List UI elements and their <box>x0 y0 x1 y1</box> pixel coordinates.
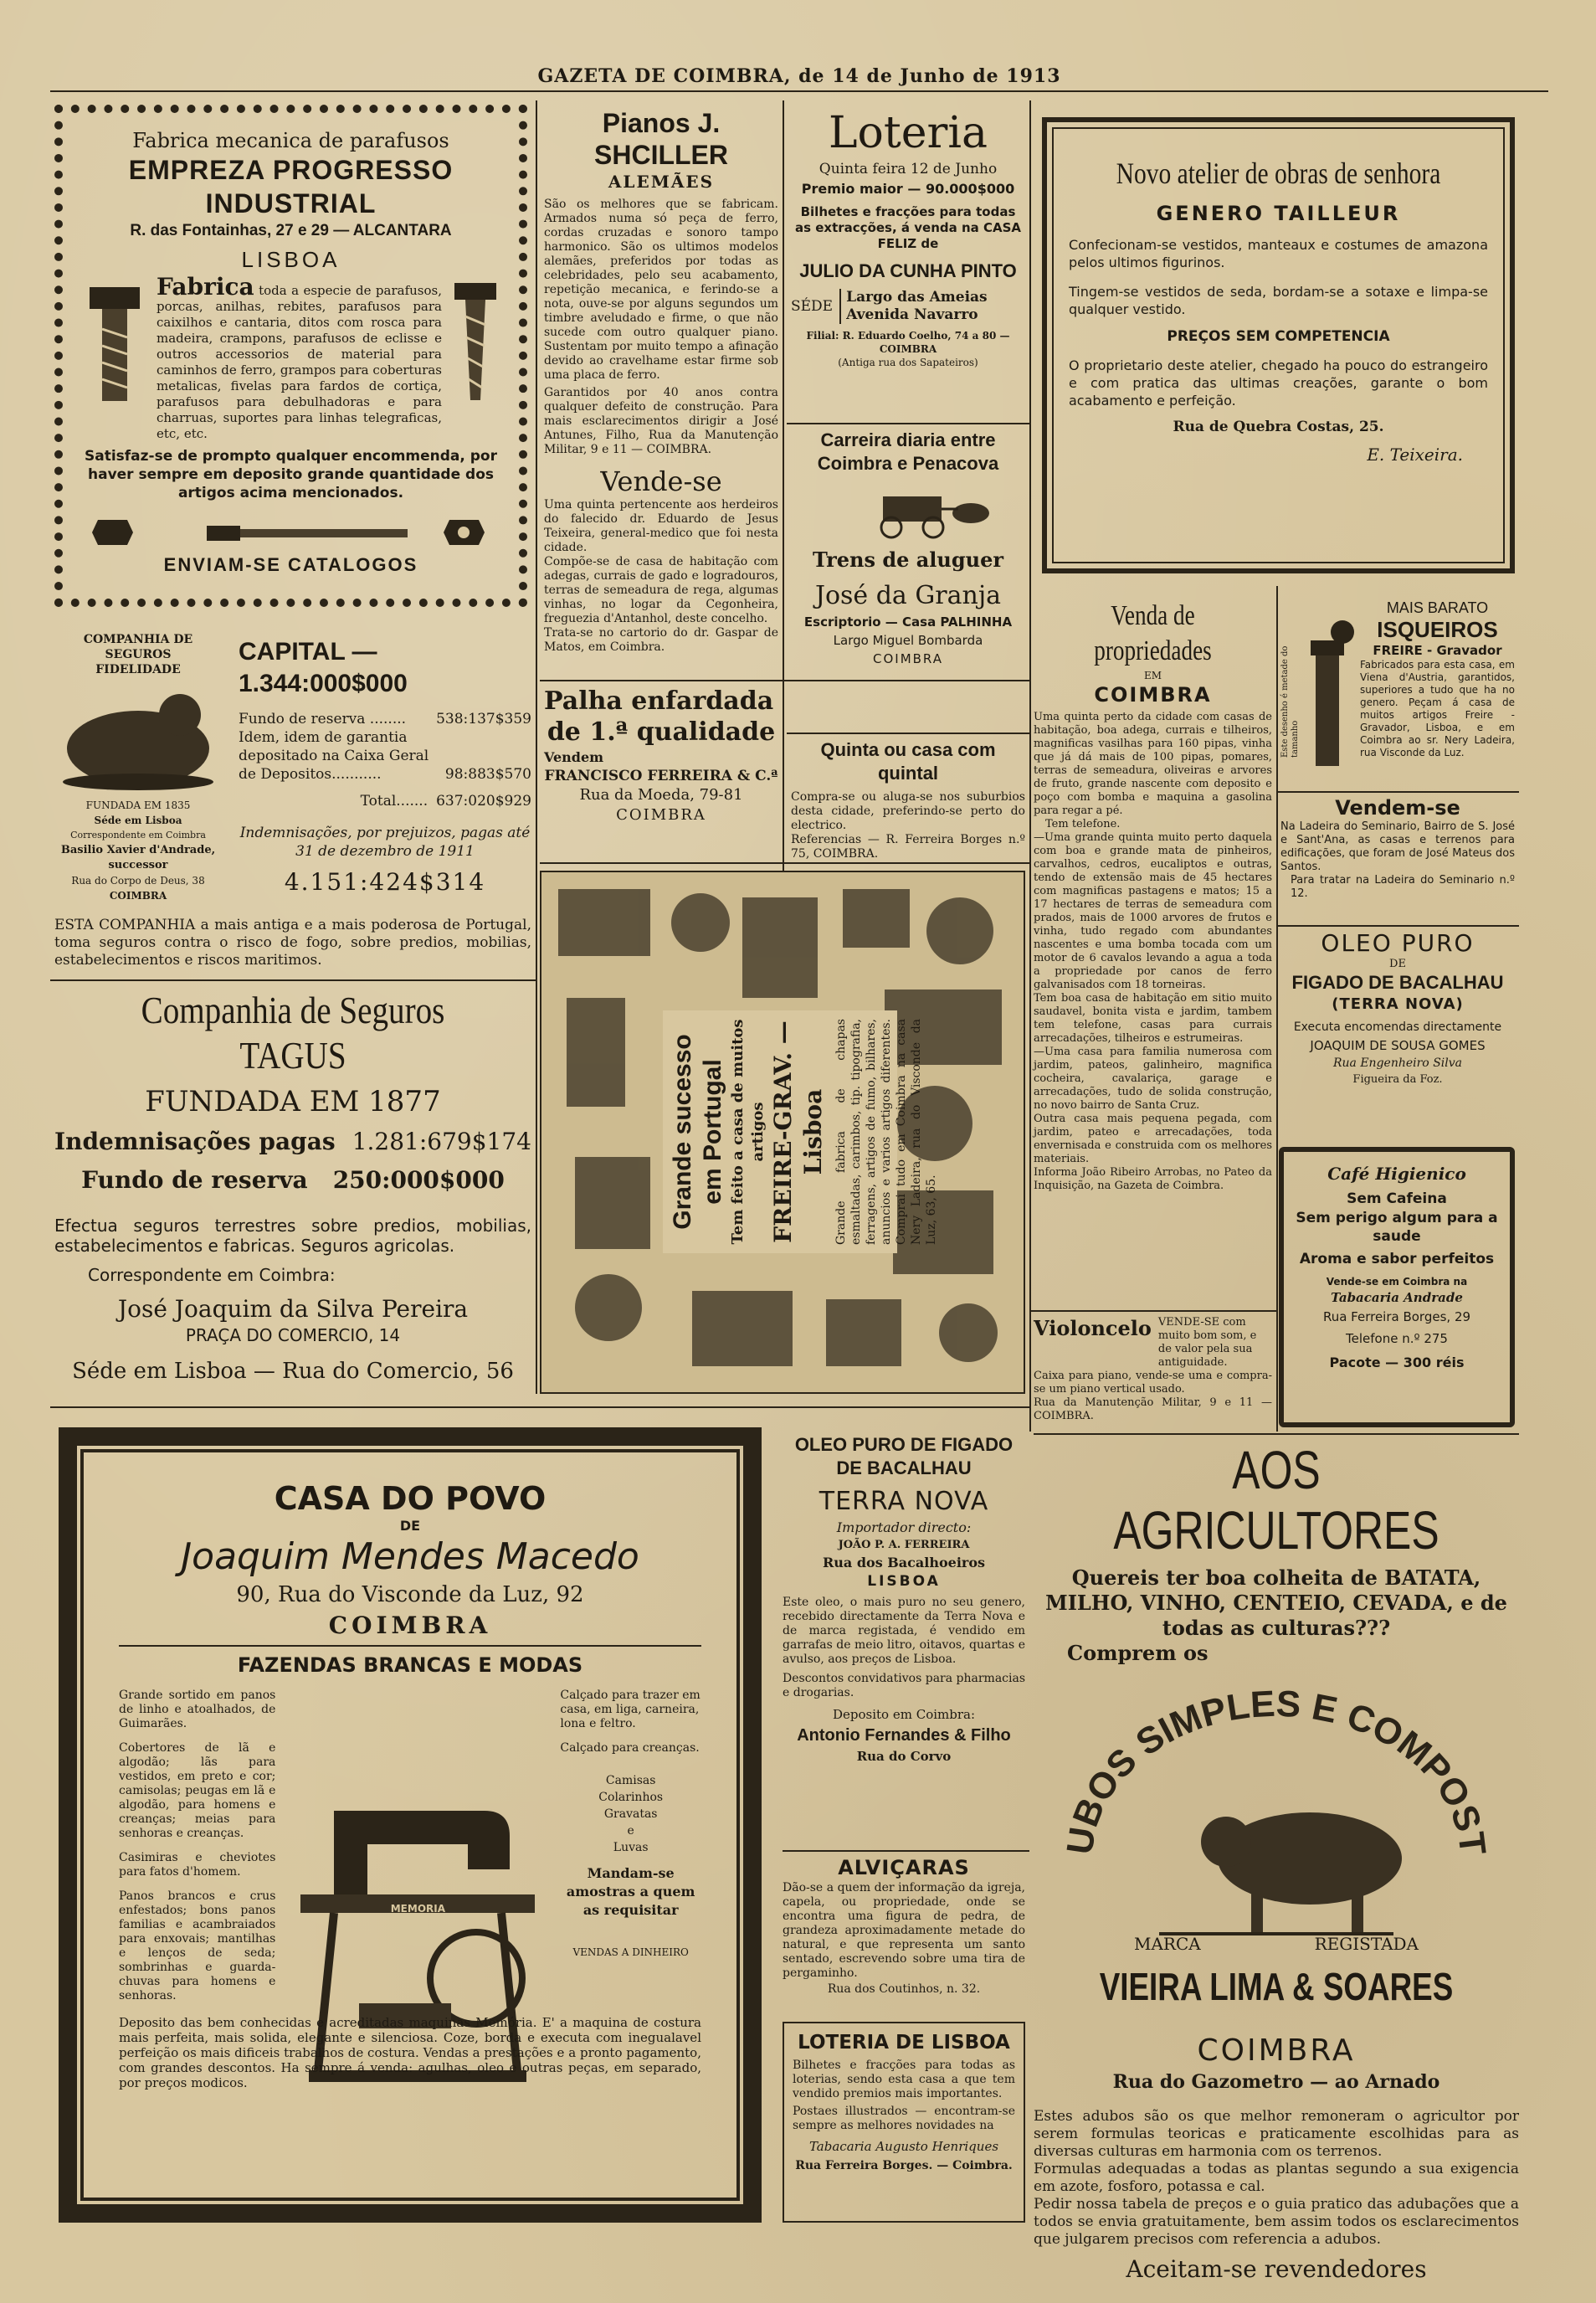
fidelidade-agent-addr: Rua do Corpo de Deus, 38 <box>71 875 205 887</box>
screws-row-icon <box>81 507 516 549</box>
lot-lisboa-title: LOTERIA DE LISBOA <box>798 2032 1010 2054</box>
sewing-machine <box>284 1689 552 2003</box>
parafusos-body-text: toda a especie de parafusos, porcas, anilhas, rebites, parafusos para caixilhos e cantaria, ditos com rosca para madeira, crampons, parafusos de eclisse e outros accessorios de material para caminhos de ferro, grampos para coberturas metalicas, fivelas para fardos de cortiça, parafusos para debulhadoras e para charruas, suportes para linhas telegraficas, etc, etc. <box>157 283 442 441</box>
tagus-agent-addr: PRAÇA DO COMERCIO, 14 <box>185 1325 401 1345</box>
loteria-addr2: Avenida Navarro <box>846 306 978 323</box>
coach-icon <box>791 476 1025 542</box>
fidelidade-seal-top: COMPANHIA DE SEGUROS <box>83 633 193 661</box>
propriedades-p6: Informa João Ribeiro Arrobas, no Pateo da Inquisição, na Gazeta de Coimbra. <box>1034 1166 1272 1192</box>
rule-carreira-quinta <box>787 733 1029 734</box>
atelier-ad <box>1042 117 1515 573</box>
violoncelo-ad <box>1034 1316 1272 1429</box>
propriedades-em: EM <box>1143 670 1162 681</box>
atelier-p1: Confecionam-se vestidos, manteaux e costumes de amazona pelos ultimos figurinos. <box>1069 237 1488 270</box>
loteria-name: JULIO DA CUNHA PINTO <box>799 260 1017 281</box>
fidelidade-agent: Basilio Xavier d'Andrade, successor <box>60 844 216 871</box>
oleo-big-t6: LISBOA <box>867 1573 941 1590</box>
quinta-quintal-ad <box>791 738 1025 861</box>
propriedades-p1: Uma quinta perto da cidade com casas de habitação, boa adega, currais e tilheiros, magnificas vasilhas para 160 pipas, vinha que já dá mais de 100 pipas, pomares, terras de semeadura, oliveiras e arvores de fruto, grande nascente com deposito e poço com bomba e maquina a gasolina para regar a pé. <box>1034 711 1272 817</box>
cafe-t1: Café Higienico <box>1327 1164 1466 1184</box>
dog-seal-icon <box>54 677 222 794</box>
freire-l1: Grande sucesso em Portugal <box>669 1034 726 1230</box>
palha-ad <box>544 686 778 854</box>
vendem-se-body2: Para tratar na Ladeira do Seminario n.º 12. <box>1291 874 1515 900</box>
tagus-body: Efectua seguros terrestres sobre predios, mobilias, estabelecimentos e fabricas. Seguros agricolas. <box>54 1216 531 1256</box>
oleo-small-t5: Executa encomendas directamente <box>1293 1020 1502 1034</box>
parafusos-catalog: ENVIAM-SE CATALOGOS <box>163 554 418 575</box>
atelier-title: Novo atelier de obras de senhora <box>1116 157 1441 190</box>
casa-povo-left-1: Grande sortido em panos de linho e atoalhados, de Guimarães. <box>119 1689 276 1730</box>
carreira-addr: Largo Miguel Bombarda <box>833 633 983 648</box>
cafe-t3: Sem perigo algum para a saude <box>1296 1210 1498 1245</box>
pianos-guarantee: Garantidos por 40 anos contra qualquer defeito de construção. Para mais esclarecimentos dirigir a José Antunes, Filho, Rua da Manutenção Militar, 9 e 11 — COIMBRA. <box>544 386 778 456</box>
violoncelo-body: VENDE-SE com muito bom som, e de valor pela sua antiguidade. <box>1157 1316 1257 1369</box>
fidelidade-ad <box>54 632 531 975</box>
casa-povo-right-4: Colarinhos <box>598 1791 664 1804</box>
propriedades-title: Venda de propriedades <box>1094 600 1212 666</box>
propriedades-city: COIMBRA <box>1094 683 1212 707</box>
tagus-seat: Séde em Lisboa — Rua do Comercio, 56 <box>72 1359 514 1384</box>
casa-povo-right-2: Calçado para creanças. <box>560 1741 700 1755</box>
agric-registada: REGISTADA <box>1314 1934 1419 1954</box>
tagus-title: Companhia de Seguros TAGUS <box>141 989 445 1077</box>
quinta-quintal-title: Quinta ou casa com quintal <box>820 739 996 784</box>
fidelidade-row2-value: 98:883$570 <box>444 766 531 783</box>
cafe-t4: Aroma e sabor perfeitos <box>1299 1251 1495 1267</box>
casa-povo-right-8: Mandam-se amostras a quem as requisitar <box>566 1865 695 1918</box>
rule-freire-top <box>540 862 1029 864</box>
fidelidade-seat: Séde em Lisboa <box>94 815 182 826</box>
rule-isq-vendem <box>1276 791 1519 793</box>
rule-vendem-oleo <box>1276 925 1519 927</box>
casa-povo-bottom: Deposito das bem conhecidas e acreditadas maquinas Memória. E' a maquina de costura mais perfeita, mais solida, elegante e silenciosa. Coze, borda e executa com inegualavel perfeição os mais dificeis trabalhos de costura. Vendas a prestações e a pronto pagamento, com grandes descontos. Ha sempre á venda: agulhas, oleo e outras peças, em separado, por preços modicos. <box>119 2015 701 2090</box>
agric-p3: Pedir nossa tabela de preços e o guia pratico das adubações que a todos se envia gratuitamente, bem assim todos os esclarecimentos que julgarem precisos com referencia a adubos. <box>1034 2196 1519 2248</box>
atelier-sign: E. Teixeira. <box>1367 445 1463 465</box>
screw-icon <box>450 279 500 404</box>
loteria-filial2: (Antiga rua dos Sapateiros) <box>838 357 978 368</box>
bolt-icon <box>81 279 148 404</box>
oleo-big-body: Este oleo, o mais puro no seu genero, recebido directamente da Terra Nova e de marca registada, é vendido em garrafas de meio litro, oitavos, quartas e avulso, aos preços de Lisboa. <box>783 1596 1025 1666</box>
vende-quinta-title: Vende-se <box>600 465 722 497</box>
freire-rotated-text <box>663 1010 938 1253</box>
freire-text-area <box>659 889 938 1375</box>
alvicaras-addr: Rua dos Coutinhos, n. 32. <box>827 1982 981 1996</box>
oleo-small-t3: FIGADO DE BACALHAU <box>1291 972 1504 993</box>
loteria-filial: Filial: R. Eduardo Coelho, 74 a 80 — COIMBRA <box>806 330 1010 355</box>
loteria-title: Loteria <box>829 108 988 158</box>
propriedades-p5: Outra casa mais pequena pegada, com jardim, pateo e arrecadações, toda envernisada e construida com os melhores materiais. <box>1034 1113 1272 1165</box>
fidelidade-row3-label: Total....... <box>360 793 429 810</box>
casa-povo-t6: FAZENDAS BRANCAS E MODAS <box>119 1645 701 1678</box>
atelier-sub: GENERO TAILLEUR <box>1156 202 1401 225</box>
parafusos-lead: Fabrica <box>157 273 254 301</box>
parafusos-address: R. das Fontainhas, 27 e 29 — ALCANTARA <box>130 222 452 239</box>
oleo-big-addr: Rua do Corvo <box>856 1749 952 1764</box>
fidelidade-figures <box>239 636 531 896</box>
atelier-precos: PREÇOS SEM COMPETENCIA <box>1167 328 1390 345</box>
casa-povo-right-6: e <box>627 1824 634 1838</box>
carreira-trens: Trens de aluguer <box>812 547 1003 572</box>
oleo-small-t6: JOAQUIM DE SOUSA GOMES <box>1310 1038 1486 1053</box>
parafusos-promise: Satisfaz-se de prompto qualquer encommenda, por haver sempre em deposito grande quantidade dos artigos acima mencionados. <box>85 448 497 501</box>
agric-marca: MARCA <box>1134 1934 1201 1954</box>
propriedades-p1b: Tem telefone. <box>1045 818 1121 830</box>
agric-p1: Estes adubos são os que melhor remoneram o agricultor por serem formulas teoricas e praticamente escolhidas para as diversas culturas em harmonia com os terrenos. <box>1034 2108 1519 2160</box>
freire-l4: Grande fabrica de chapas esmaltadas, carimbos, tip. tipografia, ferragens, artigos de fumo, bilhares, anuncios e varios artigos diferentes. Comprai tudo em Coimbra na casa Nery Ladeira, rua do Visconde da Luz, 63, 65. <box>834 1019 938 1245</box>
fidelidade-desc: ESTA COMPANHIA a mais antiga e a mais poderosa de Portugal, toma seguros contra o risco de fogo, sobre predios, mobilias, estabelecimentos e riscos maritimos. <box>54 917 531 969</box>
carreira-ad <box>791 429 1025 730</box>
agric-arc: UBOS SIMPLES E COMPOST <box>1059 1683 1494 1858</box>
lighter-icon <box>1299 615 1357 774</box>
lot-lisboa-shop: Tabacaria Augusto Henriques <box>808 2139 999 2154</box>
rule-lower <box>50 1406 1029 1408</box>
pianos-title: Pianos J. SHCILLER <box>594 108 728 170</box>
loteria-date: Quinta feira 12 de Junho <box>819 161 998 177</box>
vendem-se-title: Vendem-se <box>1335 796 1460 820</box>
vende-quinta-body3: Trata-se no cartorio do dr. Gaspar de Matos, em Coimbra. <box>544 626 778 654</box>
freire-l2: Tem feito a casa de muitos artigos <box>729 1019 767 1245</box>
casa-povo-right-3: Camisas <box>605 1774 656 1787</box>
oleo-small-t2: DE <box>1389 958 1406 970</box>
fidelidade-indem: Indemnisações, por prejuizos, pagas até 31 de dezembro de 1911 <box>239 825 531 860</box>
propriedades-p2: —Uma grande quinta muito perto daquela com boa e grande mata de pinheiros, carvalhos, cedros, eucaliptos e outras, tendo de extensão mais de 45 hectares com magnificas pastagens e matos; 15 a 17 hectares de terras de semeadura com prados, mais de 1000 arvores de frutos e vinha, tudo regado com abundantes nascentes e uma bomba tocada com um motor de 6 cavalos levando a agua a toda a propriedade por canos de ferro galvanisados com 18 torneiras. <box>1034 831 1272 991</box>
oleo-big-t4: JOÃO P. A. FERREIRA <box>838 1539 970 1551</box>
alvicaras-body: Dão-se a quem der informação da igreja, capela, ou propriedade, onde se encontra uma figura de pedra, de grandeza aproximadamente metade do natural, e que representa um santo sentado, escrevendo sobre uma tira de pergaminho. <box>783 1881 1025 1980</box>
tagus-fundo-value: 250:000$000 <box>332 1166 505 1194</box>
col-divider-2 <box>783 100 784 871</box>
pianos-body: São os melhores que se fabricam. Armados numa só peça de ferro, cordas cruzadas e sonoro tampo harmonico. São os ultimos modelos alemães, preferidos por todas as celebridades, pelo seu acabamento, repetição mecanica, e ferindo-se a nota, ouve-se por alguns segundos um timbre aveludado e firme, o que não sucede com outro qualquer piano. Sustentam por muito tempo a afinação devido ao cravelhame estar firme sob uma placa de ferro. <box>544 198 778 382</box>
casa-povo-left-3: Casimiras e cheviotes para fatos d'homem. <box>119 1851 276 1879</box>
isqueiros-t2: ISQUEIROS <box>1377 617 1498 642</box>
freire-ad <box>540 871 1025 1394</box>
palha-city: COIMBRA <box>616 806 706 824</box>
masthead: GAZETA DE COIMBRA, de 14 de Junho de 1913 <box>537 65 1061 87</box>
lot-lisboa-addr: Rua Ferreira Borges. — Coimbra. <box>795 2159 1013 2172</box>
lot-lisboa-body: Bilhetes e fracções para todas as loterias, sendo esta casa a que tem vendido premios mais importantes. <box>793 2059 1015 2100</box>
oleo-small-t1: OLEO PURO <box>1321 929 1475 957</box>
vendem-se-ad <box>1280 795 1515 921</box>
agric-emblem <box>1034 1666 1519 2018</box>
cafe-t7: Rua Ferreira Borges, 29 <box>1322 1309 1471 1324</box>
carreira-name: José da Granja <box>814 581 1002 610</box>
freire-l3: FREIRE-GRAV. — Lisboa <box>769 1020 827 1243</box>
rule-prop-violoncelo <box>1029 1310 1276 1312</box>
parafusos-company: EMPREZA PROGRESSO INDUSTRIAL <box>128 155 454 218</box>
masthead-rule <box>50 90 1548 92</box>
cafe-t6: Tabacaria Andrade <box>1331 1290 1463 1305</box>
carreira-title: Carreira diaria entre Coimbra e Penacova <box>817 429 999 474</box>
oleo-big-t1: OLEO PURO DE FIGADO DE BACALHAU <box>794 1434 1014 1478</box>
oleo-big-body2: Descontos convidativos para pharmacias e drogarias. <box>783 1672 1026 1699</box>
tagus-indem-value: 1.281:679$174 <box>352 1128 531 1155</box>
oleo-big-ad <box>783 1433 1025 1885</box>
oleo-big-t2: TERRA NOVA <box>819 1487 989 1516</box>
carreira-office: Escriptorio — Casa PALHINHA <box>803 614 1013 630</box>
agric-ad <box>1034 1440 1519 2283</box>
isqueiros-ad <box>1280 599 1515 787</box>
casa-povo-t2: DE <box>399 1518 421 1534</box>
quinta-quintal-ref: Referencias — R. Ferreira Borges n.º 75, COIMBRA. <box>791 833 1025 861</box>
parafusos-city: LISBOA <box>241 247 341 272</box>
oleo-big-name: Antonio Fernandes & Filho <box>797 1726 1011 1745</box>
casa-povo-t4: 90, Rua do Visconde da Luz, 92 <box>236 1582 584 1607</box>
palha-title2: de 1.ª qualidade <box>547 717 776 747</box>
palha-title1: Palha enfardada <box>544 686 774 716</box>
casa-povo-machine: MEMORIA <box>390 1903 446 1915</box>
rule-oleo-alvicaras <box>783 1850 1029 1852</box>
parafusos-body <box>157 273 442 442</box>
tagus-agent: José Joaquim da Silva Pereira <box>117 1295 469 1323</box>
vende-quinta-body2: Compõe-se de casa de habitação com adegas, currais de gado e logradouros, terras de semeadura de rega, algumas vinhas, no logar da Cegonheira, freguezia d'Antanhol, deste concelho. <box>544 555 778 625</box>
fidelidade-founded: FUNDADA EM 1835 <box>85 799 191 811</box>
propriedades-ad <box>1034 599 1272 1319</box>
oleo-small-t7: Rua Engenheiro Silva <box>1332 1056 1462 1070</box>
fidelidade-row1-label: Fundo de reserva ........ <box>239 711 407 727</box>
atelier-addr: Rua de Quebra Costas, 25. <box>1173 419 1384 435</box>
casa-povo-right-7: Luvas <box>613 1841 649 1854</box>
fidelidade-row3-value: 637:020$929 <box>436 793 531 810</box>
rule-lot-carreira <box>787 423 1029 424</box>
vende-quinta-ad <box>544 465 778 682</box>
tagus-founded: FUNDADA EM 1877 <box>145 1085 441 1118</box>
tagus-ad <box>54 988 531 1406</box>
agric-l2: Comprem os <box>1067 1641 1209 1665</box>
parafusos-line1: Fabrica mecanica de parafusos <box>132 129 449 152</box>
lot-lisboa-ad <box>783 2022 1025 2223</box>
casa-povo-t3: Joaquim Mendes Macedo <box>181 1535 639 1578</box>
col-divider-3 <box>1029 100 1031 1432</box>
loteria-ad <box>791 107 1025 421</box>
agric-brand: VIEIRA LIMA & SOARES <box>1099 1965 1454 2008</box>
vende-quinta-body: Uma quinta pertencente aos herdeiros do falecido dr. Eduardo de Jesus Teixeira, general-medico que foi nesta cidade. <box>544 498 778 554</box>
isqueiros-text <box>1360 599 1515 759</box>
cafe-ad <box>1279 1147 1515 1427</box>
loteria-sede: SÉDE <box>791 297 834 315</box>
alvicaras-ad <box>783 1854 1025 2022</box>
isqueiros-side-wrap <box>1280 632 1300 758</box>
cafe-t2: Sem Cafeina <box>1347 1190 1447 1207</box>
cafe-t8: Telefone n.º 275 <box>1346 1331 1448 1346</box>
isqueiros-body: Fabricados para esta casa, em Viena d'Austria, garantidos, superiores a tudo que ha no genero. Peçam á casa de muitos artigos Freire - Gravador, Lisboa, e em Coimbra ao sr. Nery Ladeira, rua Visconde da Luz. <box>1360 659 1515 758</box>
casa-povo-right-1: Calçado para trazer em casa, em liga, carneira, lona e feltro. <box>560 1689 700 1730</box>
atelier-p3: O proprietario deste atelier, chegado ha pouco do estrangeiro e com pratica das ultimas creações, garante o bom acabamento e perfeição. <box>1069 357 1488 409</box>
isqueiros-side: Este desenho é metade do tamanho <box>1280 645 1300 758</box>
cafe-t9: Pacote — 300 réis <box>1329 1355 1465 1370</box>
vendem-se-body: Na Ladeira do Seminario, Bairro de S. José e Sant'Ana, as casas e terrenos para edificações, que foram de José Mateus dos Santos. <box>1280 820 1515 873</box>
propriedades-p4: —Uma casa para familia numerosa com jardim, pateos, galinheiro, magnifica cocheira, cavalariça, garage e arrecadações, tudo de solida construção, no novo bairro de Santa Cruz. <box>1034 1046 1272 1112</box>
cafe-t5: Vende-se em Coimbra na <box>1326 1276 1468 1288</box>
oleo-big-t3: Importador directo: <box>836 1519 972 1535</box>
agric-p2: Formulas adequadas a todas as plantas segundo a sua exigencia em azote, fosforo, potassa e cal. <box>1034 2161 1519 2195</box>
oleo-big-dep: Deposito em Coimbra: <box>832 1707 976 1722</box>
palha-addr: Rua da Moeda, 79-81 <box>579 786 743 804</box>
agric-l1: Quereis ter boa colheita de BATATA, MILHO, VINHO, CENTEIO, CEVADA, e de todas as culturas??? <box>1045 1565 1507 1640</box>
casa-povo-right-5: Gravatas <box>603 1807 658 1821</box>
oleo-small-ad <box>1280 929 1515 1143</box>
casa-povo-left-4: Panos brancos e crus enfestados; bons panos familias e acambraiados para enxovais; mantilhas e lenços de seda; sombrinhas e guarda-chuvas para homens e senhoras. <box>119 1889 276 2002</box>
fidelidade-seal <box>54 632 222 902</box>
fidelidade-capital: CAPITAL — 1.344:000$000 <box>239 638 408 697</box>
tagus-indem-label: Indemnisações pagas <box>54 1128 336 1155</box>
palha-company: FRANCISCO FERREIRA & C.ª <box>544 768 778 784</box>
propriedades-p3: Tem boa casa de habitação em sitio muito saudavel, bonita vista e jardim, tambem tem telefone, casas para currais arrecadações, tilheiros e estrumeiras. <box>1034 992 1272 1045</box>
lot-lisboa-body2: Postaes illustrados — encontram-se sempre as melhores novidades na <box>793 2105 1015 2132</box>
fidelidade-row1-value: 538:137$359 <box>436 711 531 727</box>
quinta-quintal-body: Compra-se ou aluga-se nos suburbios desta cidade, preferindo-se perto do electrico. <box>791 790 1025 832</box>
fidelidade-agent-city: COIMBRA <box>109 890 167 902</box>
casa-povo-left-2: Cobertores de lã e algodão; lãs para vestidos, em preto e cor; camisolas; peugas em lã e algodão, para homens e creanças; meias para senhoras e creanças. <box>119 1741 276 1840</box>
palha-vendem: Vendem <box>544 749 604 765</box>
pianos-sub: ALEMÃES <box>608 172 715 192</box>
oleo-small-t4: (TERRA NOVA) <box>1332 995 1464 1013</box>
violoncelo-body2: Caixa para piano, vende-se uma e compra-se um piano vertical usado. <box>1034 1370 1272 1396</box>
agric-title: AOS AGRICULTORES <box>1113 1440 1439 1560</box>
agric-city: COIMBRA <box>1197 2033 1356 2068</box>
loteria-body: Bilhetes e fracções para todas as extracções, á venda na CASA FELIZ de <box>794 204 1022 251</box>
oleo-big-t5: Rua dos Bacalhoeiros <box>822 1555 986 1570</box>
col-divider-4 <box>1276 586 1278 1432</box>
alvicaras-title: ALVIÇARAS <box>838 1856 970 1879</box>
isqueiros-t3: FREIRE - Gravador <box>1373 643 1502 658</box>
casa-povo-ad <box>59 1427 762 2223</box>
rule-lower-right <box>1034 1433 1519 1435</box>
rule-fid-tagus <box>50 979 536 981</box>
carreira-city: COIMBRA <box>872 651 943 666</box>
isqueiros-t1: MAIS BARATO <box>1386 599 1489 616</box>
fidelidade-seal-name: FIDELIDADE <box>95 663 181 676</box>
atelier-p2: Tingem-se vestidos de seda, bordam-se a sotaxe e limpa-se qualquer vestido. <box>1069 284 1488 317</box>
oleo-small-t8: Figueira da Foz. <box>1352 1073 1443 1086</box>
parafusos-ad <box>54 105 527 607</box>
col-divider-1 <box>536 100 537 1394</box>
loteria-premio: Premio maior — 90.000$000 <box>801 181 1015 197</box>
agric-resell: Aceitam-se revendedores <box>1126 2255 1427 2283</box>
casa-povo-t5: COIMBRA <box>328 1612 492 1639</box>
fidelidade-corresp: Correspondente em Coimbra <box>70 830 206 840</box>
tagus-fundo-label: Fundo de reserva <box>81 1166 308 1194</box>
violoncelo-title: Violoncelo <box>1034 1316 1152 1340</box>
casa-povo-t1: CASA DO POVO <box>274 1480 547 1517</box>
tagus-corresp: Correspondente em Coimbra: <box>88 1265 336 1285</box>
casa-povo-right-9: VENDAS A DINHEIRO <box>572 1946 689 1958</box>
fidelidade-row2-label: Idem, idem de garantia depositado na Caixa Geral de Depositos........... <box>239 729 429 783</box>
loteria-addr1: Largo das Ameias <box>846 289 988 306</box>
agric-addr: Rua do Gazometro — ao Arnado <box>1112 2071 1440 2093</box>
fidelidade-indem-value: 4.151:424$314 <box>284 868 486 896</box>
violoncelo-body3: Rua da Manutenção Militar, 9 e 11 — COIMBRA. <box>1034 1396 1272 1422</box>
